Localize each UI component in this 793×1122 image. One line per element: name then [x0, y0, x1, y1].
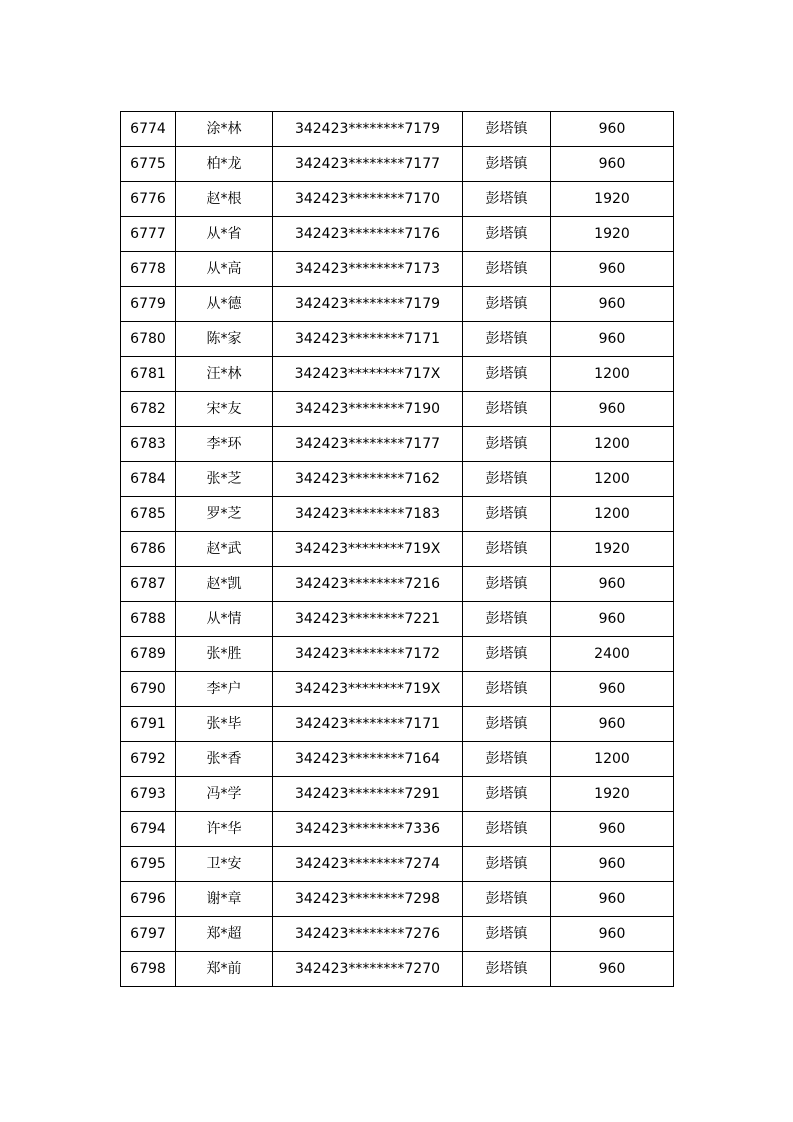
id-card-cell: 342423********717X [273, 357, 463, 392]
row-number-cell: 6778 [121, 252, 176, 287]
row-number-cell: 6791 [121, 707, 176, 742]
amount-cell: 960 [551, 602, 674, 637]
town-cell: 彭塔镇 [463, 357, 551, 392]
id-card-cell: 342423********719X [273, 672, 463, 707]
row-number-cell: 6775 [121, 147, 176, 182]
name-cell: 李*户 [176, 672, 273, 707]
id-card-cell: 342423********7336 [273, 812, 463, 847]
amount-cell: 960 [551, 952, 674, 987]
town-cell: 彭塔镇 [463, 182, 551, 217]
amount-cell: 960 [551, 882, 674, 917]
amount-cell: 960 [551, 392, 674, 427]
row-number-cell: 6786 [121, 532, 176, 567]
amount-cell: 960 [551, 252, 674, 287]
table-row [121, 847, 674, 882]
id-card-cell: 342423********7183 [273, 497, 463, 532]
name-cell: 从*省 [176, 217, 273, 252]
row-number-cell: 6776 [121, 182, 176, 217]
name-cell: 从*情 [176, 602, 273, 637]
id-card-cell: 342423********7298 [273, 882, 463, 917]
id-card-cell: 342423********7276 [273, 917, 463, 952]
name-cell: 张*香 [176, 742, 273, 777]
amount-cell: 960 [551, 322, 674, 357]
town-cell: 彭塔镇 [463, 287, 551, 322]
name-cell: 郑*超 [176, 917, 273, 952]
amount-cell: 1200 [551, 357, 674, 392]
name-cell: 罗*芝 [176, 497, 273, 532]
amount-cell: 960 [551, 112, 674, 147]
table-row [121, 602, 674, 637]
id-card-cell: 342423********7171 [273, 322, 463, 357]
amount-cell: 960 [551, 287, 674, 322]
amount-cell: 960 [551, 917, 674, 952]
name-cell: 张*毕 [176, 707, 273, 742]
id-card-cell: 342423********7216 [273, 567, 463, 602]
table-row [121, 707, 674, 742]
id-card-cell: 342423********7176 [273, 217, 463, 252]
row-number-cell: 6793 [121, 777, 176, 812]
id-card-cell: 342423********7190 [273, 392, 463, 427]
town-cell: 彭塔镇 [463, 917, 551, 952]
table-row [121, 812, 674, 847]
town-cell: 彭塔镇 [463, 847, 551, 882]
table-row [121, 427, 674, 462]
name-cell: 汪*林 [176, 357, 273, 392]
id-card-cell: 342423********7170 [273, 182, 463, 217]
id-card-cell: 342423********7270 [273, 952, 463, 987]
row-number-cell: 6797 [121, 917, 176, 952]
row-number-cell: 6795 [121, 847, 176, 882]
amount-cell: 1920 [551, 532, 674, 567]
row-number-cell: 6774 [121, 112, 176, 147]
table-row [121, 147, 674, 182]
table-row [121, 112, 674, 147]
amount-cell: 960 [551, 672, 674, 707]
row-number-cell: 6784 [121, 462, 176, 497]
table-row [121, 777, 674, 812]
row-number-cell: 6782 [121, 392, 176, 427]
town-cell: 彭塔镇 [463, 497, 551, 532]
id-card-cell: 342423********7221 [273, 602, 463, 637]
name-cell: 赵*武 [176, 532, 273, 567]
id-card-cell: 342423********7179 [273, 112, 463, 147]
name-cell: 柏*龙 [176, 147, 273, 182]
amount-cell: 1200 [551, 497, 674, 532]
name-cell: 郑*前 [176, 952, 273, 987]
table-row [121, 637, 674, 672]
town-cell: 彭塔镇 [463, 602, 551, 637]
table-row [121, 182, 674, 217]
name-cell: 卫*安 [176, 847, 273, 882]
town-cell: 彭塔镇 [463, 112, 551, 147]
town-cell: 彭塔镇 [463, 567, 551, 602]
table-row [121, 672, 674, 707]
town-cell: 彭塔镇 [463, 217, 551, 252]
id-card-cell: 342423********7177 [273, 427, 463, 462]
id-card-cell: 342423********7179 [273, 287, 463, 322]
amount-cell: 1920 [551, 777, 674, 812]
table-row [121, 497, 674, 532]
name-cell: 许*华 [176, 812, 273, 847]
name-cell: 李*环 [176, 427, 273, 462]
id-card-cell: 342423********7171 [273, 707, 463, 742]
id-card-cell: 342423********7274 [273, 847, 463, 882]
town-cell: 彭塔镇 [463, 672, 551, 707]
table-row [121, 917, 674, 952]
town-cell: 彭塔镇 [463, 742, 551, 777]
row-number-cell: 6789 [121, 637, 176, 672]
name-cell: 赵*凯 [176, 567, 273, 602]
row-number-cell: 6785 [121, 497, 176, 532]
id-card-cell: 342423********7162 [273, 462, 463, 497]
table-row [121, 882, 674, 917]
amount-cell: 960 [551, 707, 674, 742]
table-body [121, 112, 674, 987]
row-number-cell: 6781 [121, 357, 176, 392]
town-cell: 彭塔镇 [463, 812, 551, 847]
row-number-cell: 6779 [121, 287, 176, 322]
amount-cell: 960 [551, 567, 674, 602]
name-cell: 谢*章 [176, 882, 273, 917]
row-number-cell: 6792 [121, 742, 176, 777]
table-row [121, 952, 674, 987]
row-number-cell: 6788 [121, 602, 176, 637]
table-row [121, 357, 674, 392]
row-number-cell: 6777 [121, 217, 176, 252]
amount-cell: 960 [551, 847, 674, 882]
id-card-cell: 342423********7164 [273, 742, 463, 777]
amount-cell: 960 [551, 812, 674, 847]
table-row [121, 532, 674, 567]
table-row [121, 462, 674, 497]
row-number-cell: 6787 [121, 567, 176, 602]
town-cell: 彭塔镇 [463, 147, 551, 182]
amount-cell: 1200 [551, 427, 674, 462]
town-cell: 彭塔镇 [463, 952, 551, 987]
table-row [121, 322, 674, 357]
town-cell: 彭塔镇 [463, 882, 551, 917]
id-card-cell: 342423********7291 [273, 777, 463, 812]
id-card-cell: 342423********7172 [273, 637, 463, 672]
name-cell: 陈*家 [176, 322, 273, 357]
amount-cell: 1920 [551, 182, 674, 217]
id-card-cell: 342423********7177 [273, 147, 463, 182]
table-row [121, 252, 674, 287]
name-cell: 从*德 [176, 287, 273, 322]
town-cell: 彭塔镇 [463, 637, 551, 672]
town-cell: 彭塔镇 [463, 532, 551, 567]
table-row [121, 287, 674, 322]
name-cell: 涂*林 [176, 112, 273, 147]
subsidy-table [120, 111, 674, 987]
row-number-cell: 6790 [121, 672, 176, 707]
name-cell: 张*胜 [176, 637, 273, 672]
row-number-cell: 6783 [121, 427, 176, 462]
amount-cell: 1200 [551, 462, 674, 497]
table-row [121, 742, 674, 777]
name-cell: 宋*友 [176, 392, 273, 427]
amount-cell: 1920 [551, 217, 674, 252]
town-cell: 彭塔镇 [463, 392, 551, 427]
table-row [121, 567, 674, 602]
town-cell: 彭塔镇 [463, 462, 551, 497]
row-number-cell: 6798 [121, 952, 176, 987]
name-cell: 冯*学 [176, 777, 273, 812]
amount-cell: 2400 [551, 637, 674, 672]
name-cell: 赵*根 [176, 182, 273, 217]
row-number-cell: 6796 [121, 882, 176, 917]
amount-cell: 960 [551, 147, 674, 182]
town-cell: 彭塔镇 [463, 252, 551, 287]
town-cell: 彭塔镇 [463, 707, 551, 742]
town-cell: 彭塔镇 [463, 777, 551, 812]
id-card-cell: 342423********719X [273, 532, 463, 567]
id-card-cell: 342423********7173 [273, 252, 463, 287]
table-row [121, 217, 674, 252]
amount-cell: 1200 [551, 742, 674, 777]
row-number-cell: 6780 [121, 322, 176, 357]
town-cell: 彭塔镇 [463, 322, 551, 357]
name-cell: 张*芝 [176, 462, 273, 497]
name-cell: 从*高 [176, 252, 273, 287]
town-cell: 彭塔镇 [463, 427, 551, 462]
row-number-cell: 6794 [121, 812, 176, 847]
table-row [121, 392, 674, 427]
